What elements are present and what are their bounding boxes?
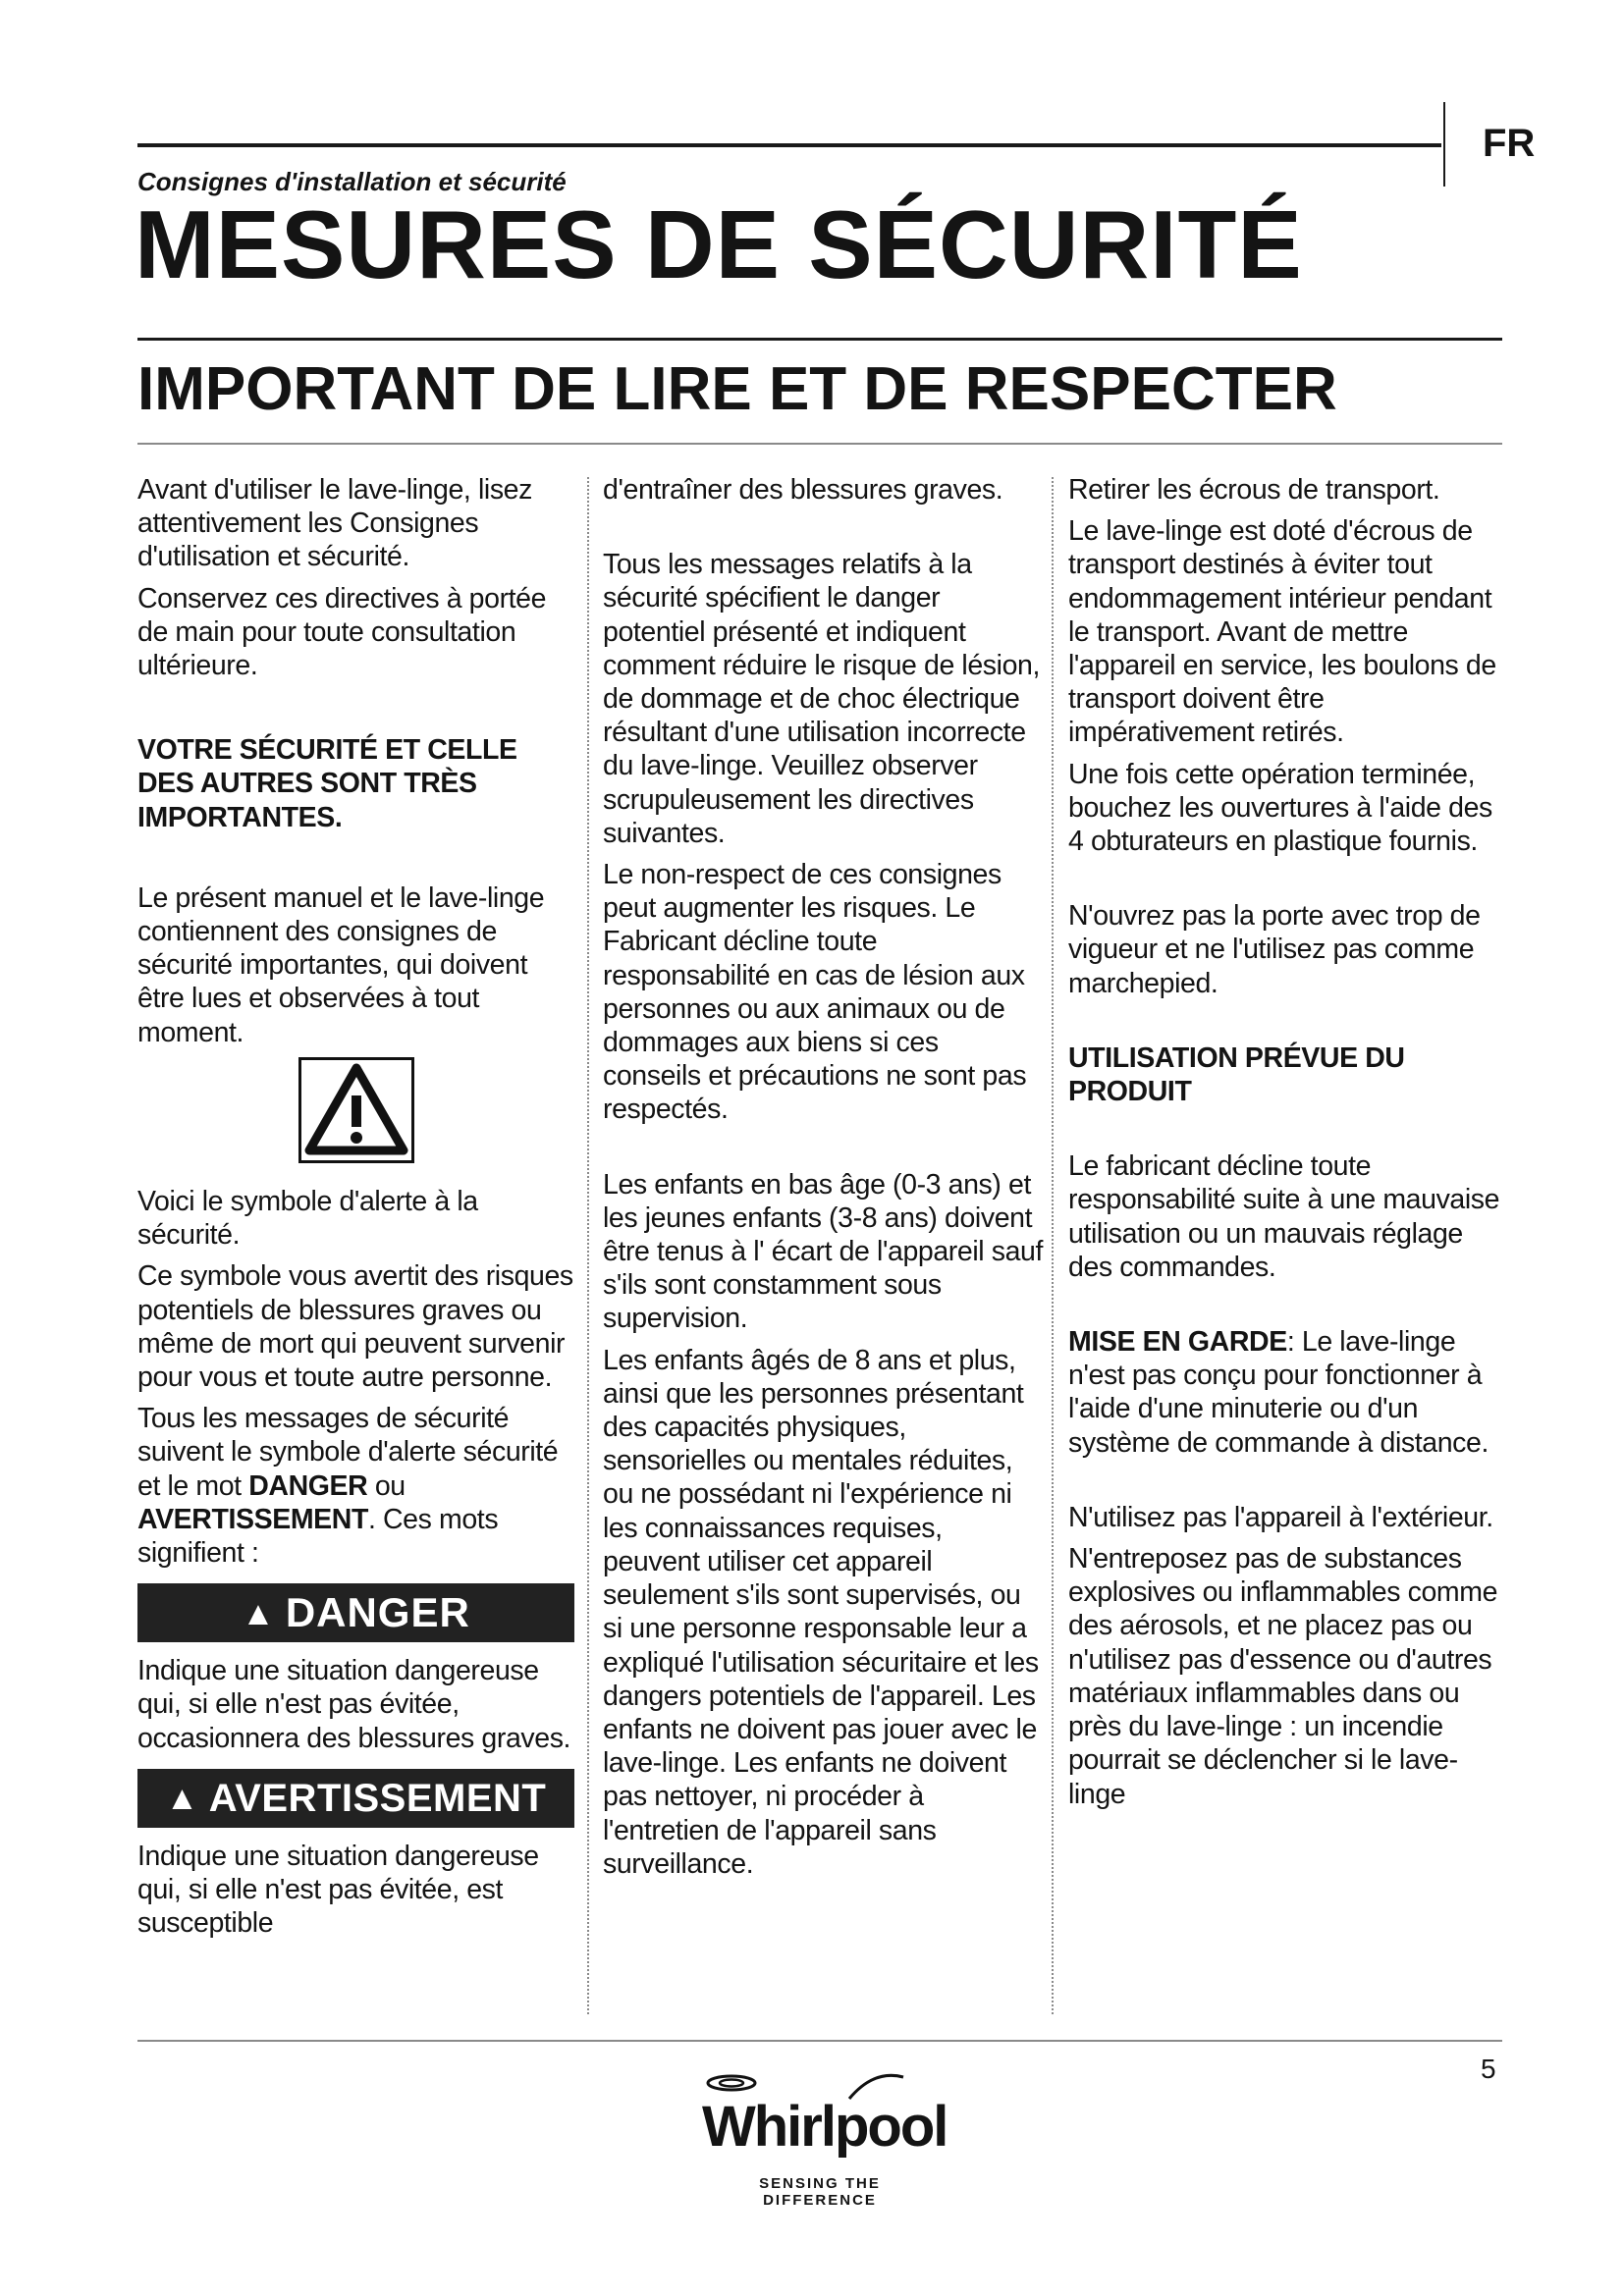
text-run: : Le lave-linge n'est pas conçu pour fonctionner à l'aide d'une minuterie ou d'un système de commande à distance. bbox=[1068, 1326, 1489, 1459]
brand-name: Whirlpool bbox=[702, 2095, 947, 2159]
paragraph: Le fabricant décline toute responsabilité suite à une mauvaise utilisation ou un mauvais réglage des commandes. bbox=[1068, 1150, 1500, 1283]
paragraph: Le lave-linge est doté d'écrous de transport destinés à éviter tout endommagement intérieur pendant le transport. Avant de mettre l'appareil en service, les boulons de transport doivent être impérativement retirés. bbox=[1068, 515, 1496, 749]
language-code: FR bbox=[1483, 122, 1536, 165]
text-run: ou bbox=[367, 1469, 406, 1502]
paragraph: Les enfants âgés de 8 ans et plus, ainsi que les personnes présentant des capacités physiques, sensorielles ou mentales réduites, ou ne possédant ni l'expérience ni les connaissances requises, peuvent utiliser cet appareil seulement s'ils sont supervisés, ou si une personne responsable leur a expliqué l'utilisation sécuritaire et les dangers potentiels de l'appareil. Les enfants ne doivent pas jouer avec le lave-linge. Les enfants ne doivent pas nettoyer, ni procéder à l'entretien de l'appareil sans surveillance. bbox=[603, 1344, 1039, 1880]
paragraph: N'entreposez pas de substances explosives ou inflammables comme des aérosols, et ne placez pas ou n'utilisez pas d'essence ou d'autres matériaux inflammables dans ou près du lave-linge : un incendie pourrait se déclencher si le lave-linge bbox=[1068, 1543, 1498, 1810]
paragraph: Indique une situation dangereuse qui, si elle n'est pas évitée, est susceptible bbox=[137, 1840, 539, 1940]
brand-logo bbox=[702, 2069, 947, 2209]
danger-word: DANGER bbox=[248, 1469, 368, 1502]
text-run: Tous les messages de sécurité suivent le symbole d'alerte sécurité et le mot bbox=[137, 1403, 559, 1502]
paragraph: Conservez ces directives à portée de main pour toute consultation ultérieure. bbox=[137, 582, 547, 682]
danger-signal-banner bbox=[137, 1583, 574, 1642]
paragraph: N'utilisez pas l'appareil à l'extérieur. bbox=[1068, 1501, 1493, 1533]
alert-symbol bbox=[137, 1057, 574, 1171]
top-rule bbox=[137, 143, 1441, 147]
paragraph: Voici le symbole d'alerte à la sécurité. bbox=[137, 1186, 478, 1252]
paragraph: Une fois cette opération terminée, bouchez les ouvertures à l'aide des 4 obturateurs en plastique fournis. bbox=[1068, 758, 1492, 858]
page-number: 5 bbox=[1481, 2054, 1496, 2084]
warning-signal-banner bbox=[137, 1769, 574, 1828]
paragraph: Les enfants en bas âge (0-3 ans) et les jeunes enfants (3-8 ans) doivent être tenus à l' écart de l'appareil sauf s'ils sont constamment sous supervision. bbox=[603, 1168, 1043, 1335]
warning-label: AVERTISSEMENT bbox=[208, 1776, 547, 1820]
title-rule bbox=[137, 338, 1502, 341]
brand-tagline: SENSING THE DIFFERENCE bbox=[759, 2175, 881, 2209]
column-1 bbox=[137, 473, 574, 1949]
paragraph bbox=[137, 1402, 574, 1570]
section-heading: VOTRE SÉCURITÉ ET CELLE DES AUTRES SONT TRÈS IMPORTANTES. bbox=[137, 734, 517, 833]
caution-word: MISE EN GARDE bbox=[1068, 1326, 1287, 1359]
paragraph: N'ouvrez pas la porte avec trop de vigueur et ne l'utilisez pas comme marchepied. bbox=[1068, 900, 1481, 999]
footer-rule bbox=[137, 2040, 1502, 2042]
paragraph: d'entraîner des blessures graves. bbox=[603, 474, 1003, 506]
paragraph: Indique une situation dangereuse qui, si elle n'est pas évitée, occasionnera des blessures graves. bbox=[137, 1655, 571, 1754]
paragraph: Retirer les écrous de transport. bbox=[1068, 474, 1440, 506]
section-subtitle: Consignes d'installation et sécurité bbox=[137, 167, 567, 196]
danger-label: DANGER bbox=[285, 1589, 470, 1636]
warning-triangle-icon: ▲ bbox=[165, 1779, 199, 1817]
column-divider-1 bbox=[587, 477, 589, 2014]
paragraph: Avant d'utiliser le lave-linge, lisez attentivement les Consignes d'utilisation et sécurité. bbox=[137, 474, 532, 573]
paragraph: Le non-respect de ces consignes peut augmenter les risques. Le Fabricant décline toute responsabilité en cas de lésion aux personnes ou aux animaux ou de dommages aux biens si ces conseils et précautions ne sont pas respectés. bbox=[603, 859, 1027, 1126]
warning-word: AVERTISSEMENT bbox=[137, 1503, 368, 1535]
column-divider-2 bbox=[1052, 477, 1054, 2014]
column-3 bbox=[1068, 473, 1502, 1819]
text-run: . Ces mots signifient : bbox=[137, 1503, 499, 1570]
section-heading: UTILISATION PRÉVUE DU PRODUIT bbox=[1068, 1041, 1405, 1108]
paragraph bbox=[1068, 1325, 1502, 1460]
paragraph: Le présent manuel et le lave-linge contiennent des consignes de sécurité importantes, qui doivent être lues et observées à tout moment. bbox=[137, 881, 545, 1048]
warning-triangle-icon: ▲ bbox=[242, 1595, 276, 1633]
subtitle-rule bbox=[137, 443, 1502, 445]
paragraph: Tous les messages relatifs à la sécurité spécifient le danger potentiel présenté et indiquent comment réduire le risque de lésion, de dommage et de choc électrique résultant d'une utilisation incorrecte du lave-linge. Veuillez observer scrupuleusement les directives suivantes. bbox=[603, 549, 1040, 849]
paragraph: Ce symbole vous avertit des risques potentiels de blessures graves ou même de mort qui peuvent survenir pour vous et toute autre personne. bbox=[137, 1260, 573, 1394]
warning-triangle-icon bbox=[298, 1057, 414, 1163]
column-2 bbox=[603, 473, 1043, 1889]
page-title: MESURES DE SÉCURITÉ bbox=[135, 190, 1303, 298]
page-subtitle: IMPORTANT DE LIRE ET DE RESPECTER bbox=[137, 355, 1337, 423]
language-divider bbox=[1443, 102, 1445, 187]
